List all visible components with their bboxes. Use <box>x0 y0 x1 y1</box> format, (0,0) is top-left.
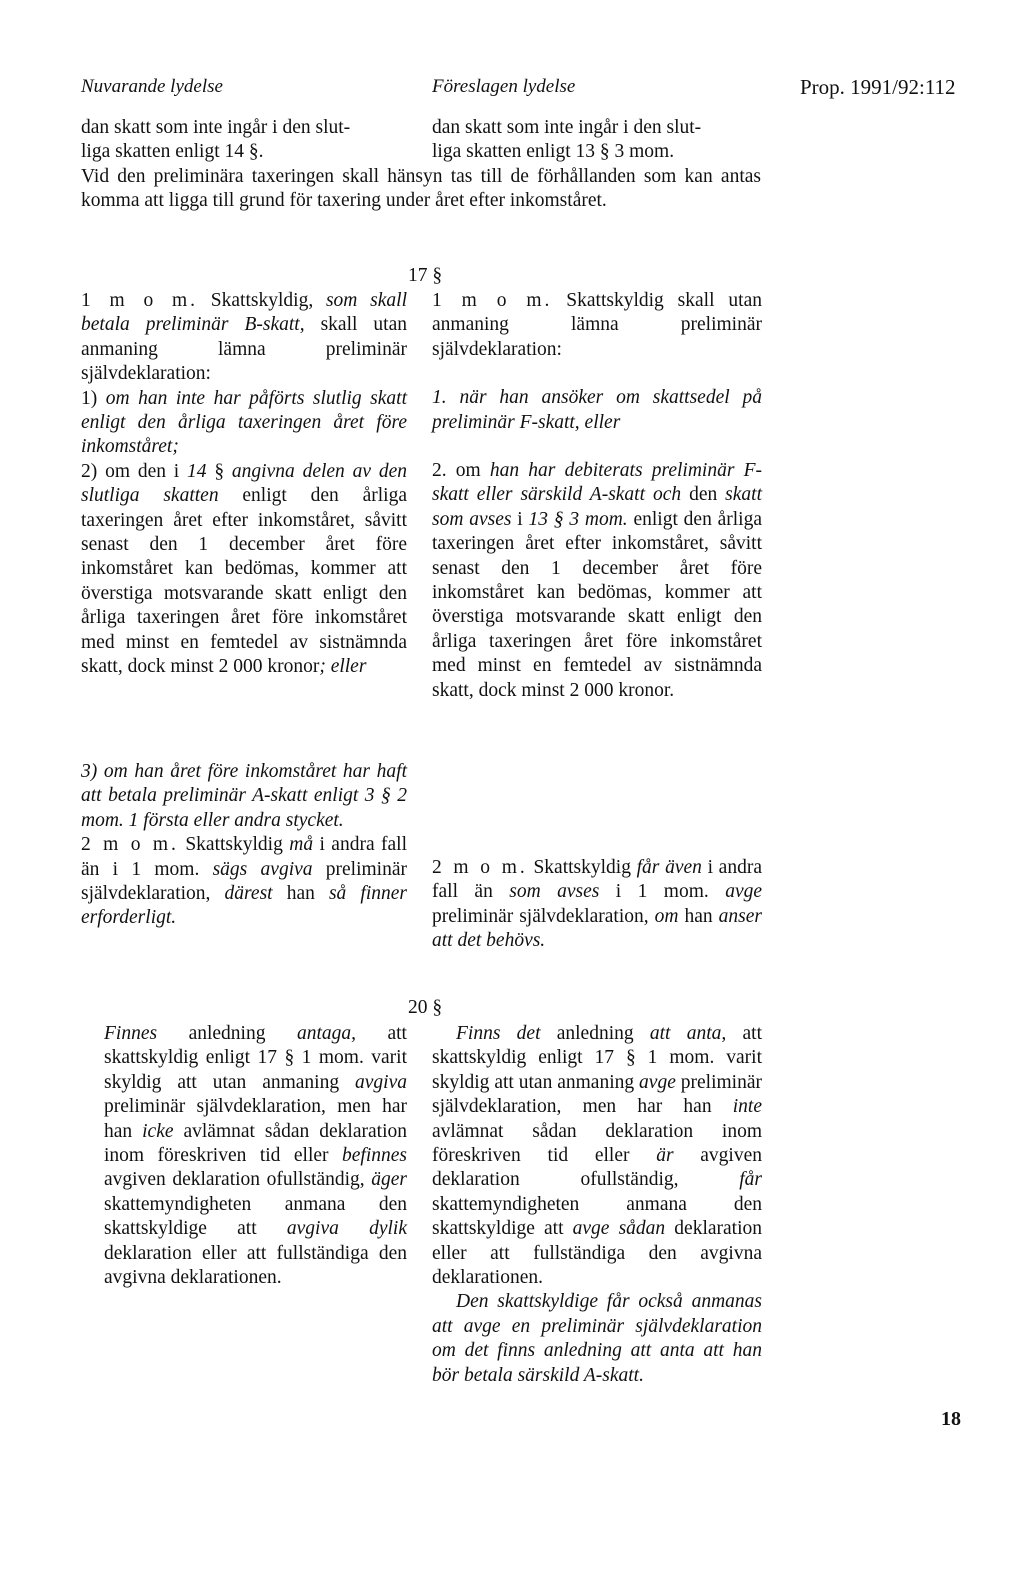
s20-right-paragraph: Finns det anledning att anta, att skattskyldig enligt 17 § 1 mom. varit skyldig att utan anmaning avge preliminär självdeklaration, men har han inte avlämnat sådan deklaration inom föreskriven tid eller är avgiven deklaration ofullständig, får skattemyndigheten anmana den skattskyldige att avge sådan deklaration eller att fullständiga den avgivna deklarationen. <box>432 1023 763 1289</box>
section-17-proposed <box>432 289 762 703</box>
s17-right-item2: 2. om han har debiterats preliminär F-skatt eller särskild A-skatt och den skatt som avses i 13 § 3 mom. enligt den årliga taxeringen året efter inkomståret, såvitt senast den 1 december året före inkomståret kan bedömas, kommer att överstiga motsvarande skatt enligt den årliga taxeringen året före inkomståret med minst en femtedel av sistnämnda skatt, dock minst 2 000 kronor. <box>432 460 763 701</box>
s17-left-item3-block <box>81 760 407 931</box>
s17-right-mom2: 2 m o m. Skattskyldig får även i andra fall än som avses i 1 mom. avge preliminär självdeklaration, om han anser att det behövs. <box>432 857 763 952</box>
section-20-proposed <box>432 1022 762 1388</box>
s17-left-item1: 1) om han inte har påförts slutlig skatt enligt den årliga taxeringen året före inkomståret; <box>81 387 407 458</box>
s20-left-paragraph: Finnes anledning antaga, att skattskyldig enligt 17 § 1 mom. varit skyldig att utan anmaning avgiva preliminär självdeklaration, men har han icke avlämnat sådan deklaration inom föreskriven tid eller befinnes avgiven deklaration ofullständig, äger skattemyndigheten anmana den skattskyldige att avgiva dylik deklaration eller att fullständiga den avgivna deklarationen. <box>104 1023 408 1289</box>
s17-right-mom2-block <box>432 856 762 954</box>
intro-left-line2: liga skatten enligt 14 §. <box>81 141 264 163</box>
intro-left <box>81 116 407 165</box>
intro-full-paragraph: Vid den preliminära taxeringen skall hänsyn tas till de förhållanden som kan antas komma att ligga till grund för taxering under året efter inkomståret. <box>81 166 761 212</box>
s17-left-item2: 2) om den i 14 § angivna delen av den slutliga skatten enligt den årliga taxeringen året efter inkomståret, såvitt senast den 1 december året före inkomståret kan bedömas, kommer att överstiga motsvarande skatt enligt den årliga taxeringen året före inkomståret med minst en femtedel av sistnämnda skatt, dock minst 2 000 kronor; eller <box>81 460 408 678</box>
intro-right-line1: dan skatt som inte ingår i den slut- <box>432 117 702 138</box>
s17-right-item1: 1. när han ansöker om skattsedel på preliminär F-skatt, eller <box>432 387 762 433</box>
s17-right-mom1: 1 m o m. Skattskyldig skall utan anmaning lämna preliminär självdeklaration: <box>432 290 762 360</box>
section-20-heading: 20 § <box>408 997 443 1018</box>
intro-right <box>432 116 762 165</box>
prop-reference: Prop. 1991/92:112 <box>800 75 956 99</box>
section-17-current <box>81 289 407 680</box>
s20-right-paragraph2: Den skattskyldige får också anmanas att avge en preliminär självdeklaration om det finns anledning att anta att han bör betala särskild A-skatt. <box>432 1291 762 1386</box>
intro-left-line1: dan skatt som inte ingår i den slut- <box>81 117 351 138</box>
s17-left-item3: 3) om han året före inkomståret har haft att betala preliminär A-skatt enligt 3 § 2 mom. 1 första eller andra stycket. <box>81 761 407 831</box>
header-proposed-wording: Föreslagen lydelse <box>432 76 576 97</box>
s17-left-mom2: 2 m o m. Skattskyldig må i andra fall än i 1 mom. sägs avgiva preliminär självdeklaration, därest han så finner erforderligt. <box>81 834 408 929</box>
section-20-current <box>104 1022 407 1290</box>
section-17-heading: 17 § <box>408 265 443 286</box>
header-current-wording: Nuvarande lydelse <box>81 76 223 97</box>
s17-left-mom1: 1 m o m. Skattskyldig, som skall betala preliminär B-skatt, skall utan anmaning lämna preliminär självdeklaration: <box>81 290 408 385</box>
intro-right-line2: liga skatten enligt 13 § 3 mom. <box>432 141 675 163</box>
page-number: 18 <box>941 1408 961 1430</box>
